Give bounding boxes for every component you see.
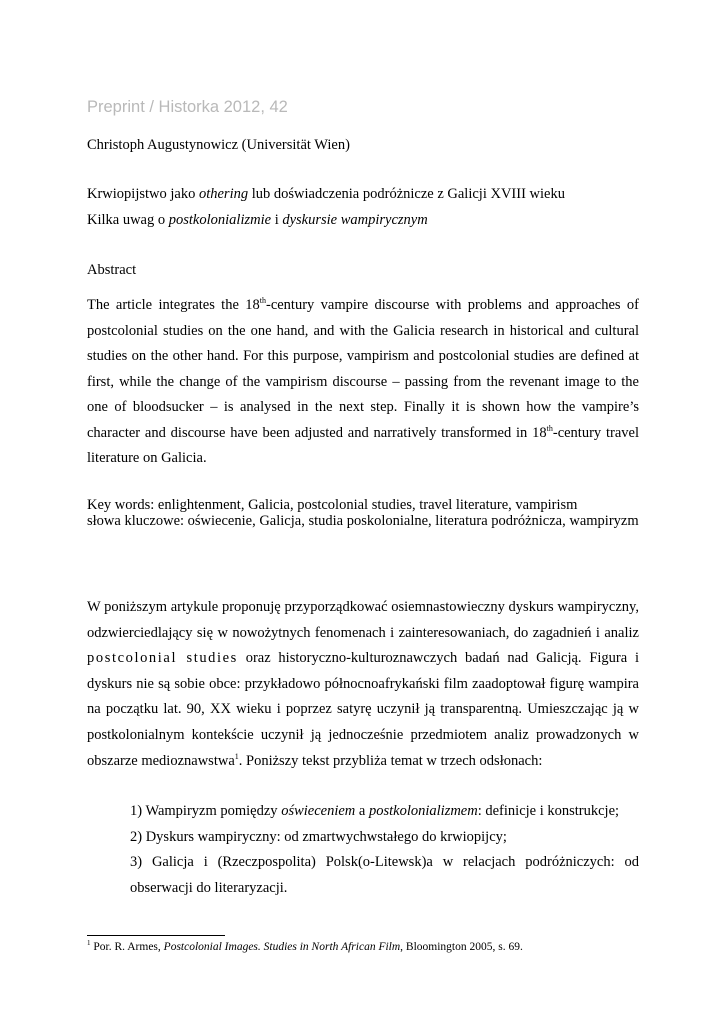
title-line-1: Krwiopijstwo jako othering lub doświadczenia podróżnicze z Galicji XVIII wieku xyxy=(87,186,565,202)
title-line-2: Kilka uwag o postkolonializmie i dyskursie wampirycznym xyxy=(87,212,428,228)
keywords-pl: słowa kluczowe: oświecenie, Galicja, studia poskolonialne, literatura podróżnicza, wampiryzm xyxy=(87,513,639,529)
preprint-header: Preprint / Historka 2012, 42 xyxy=(87,98,288,116)
footnote-ref[interactable]: 1 xyxy=(234,751,239,761)
keywords-en: Key words: enlightenment, Galicia, postcolonial studies, travel literature, vampirism xyxy=(87,497,578,513)
footnote: $^1$ Por. R. Armes, Postcolonial Images. Studies in North African Film, Bloomington 2005, s. 69. xyxy=(87,939,523,953)
body-paragraph: W poniższym artykule proponuję przyporządkować osiemnastowieczny dyskurs wampiryczny, odzwierciedlający się w nowożytnych fenomenach i zainteresowaniach, do zagadnień i analiz postcolonial studies oraz historyczno-kulturoznawczych badań nad Galicją. Figura i dyskurs nie są sobie obce: przykładowo północnoafrykański film zaadoptował figurę wampira na początku lat. 90, XX wieku i poprzez satyrę uczynił ją transparentną. Umieszczając ją w postkolonialnym kontekście uczynił ją jednocześnie przedmiotem analiz prowadzonych w obszarze medioznawstwa$^1$. Poniższy tekst przybliża temat w trzech odsłonach: xyxy=(87,599,639,769)
list-item: 3) Galicja i (Rzeczpospolita) Polsk(o-Litewsk)a w relacjach podróżniczych: od obserwacji do literaryzacji. xyxy=(130,854,639,896)
footnote-separator xyxy=(87,935,225,936)
list-item: 1) Wampiryzm pomiędzy oświeceniem a postkolonializmem: definicje i konstrukcje; xyxy=(130,803,620,819)
outline-list xyxy=(130,799,639,901)
list-item: 2) Dyskurs wampiryczny: od zmartwychwstałego do krwiopijcy; xyxy=(130,828,507,845)
abstract-heading: Abstract xyxy=(87,262,137,278)
abstract-paragraph: The article integrates the 18th-century vampire discourse with problems and approaches of postcolonial studies on the one hand, and with the Galicia research in historical and cultural studies on the other hand. For this purpose, vampirism and postcolonial studies are defined at first, while the change of the vampirism discourse – passing from the revenant image to the one of bloodsucker – is analysed in the next step. Finally it is shown how the vampire’s character and discourse have been adjusted and narratively transformed in 18th-century travel literature on Galicia. xyxy=(87,296,639,466)
author-line: Christoph Augustynowicz (Universität Wien) xyxy=(87,137,350,153)
keywords-block xyxy=(87,497,639,529)
